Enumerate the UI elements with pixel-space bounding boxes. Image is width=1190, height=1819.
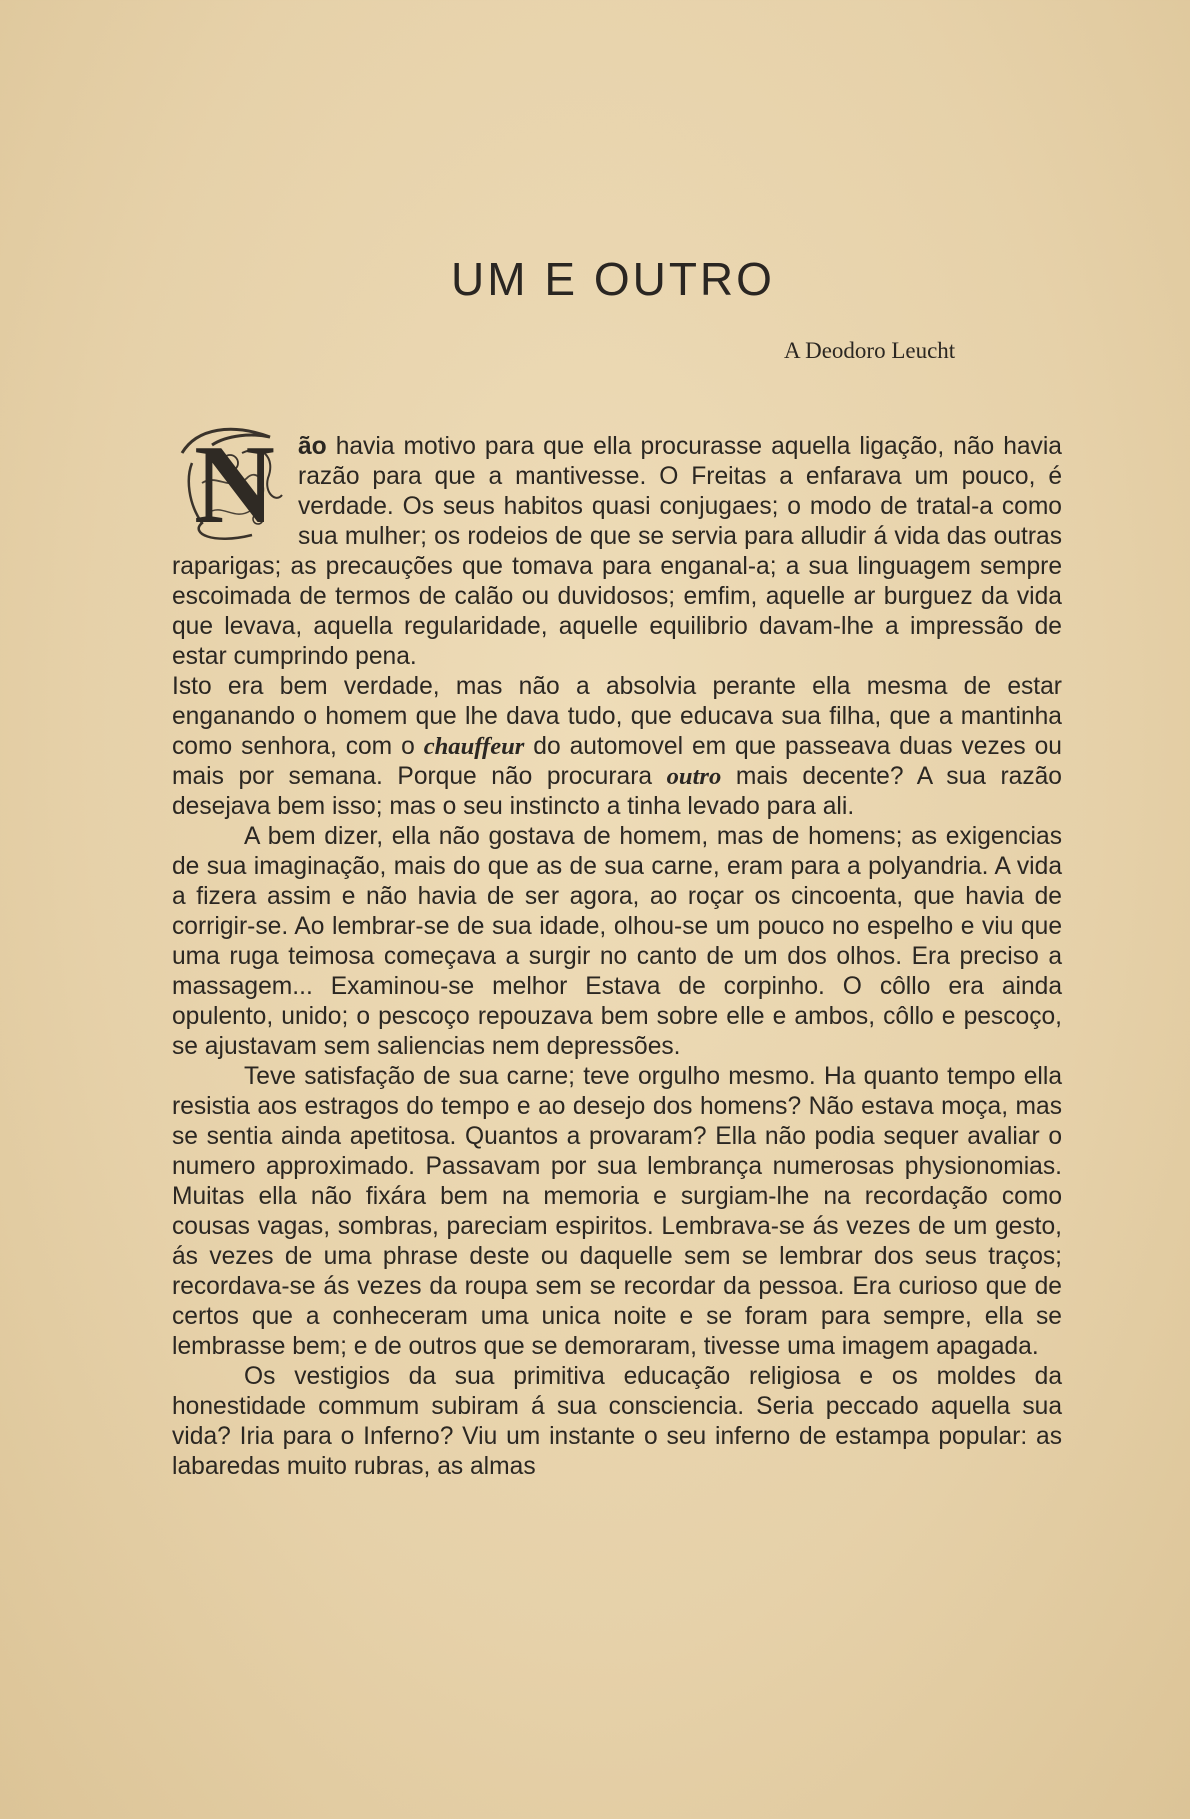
first-word: ão: [298, 433, 327, 460]
paragraph-2: [172, 672, 1062, 822]
paragraph-3: A bem dizer, ella não gostava de homem, mas de homens; as exigencias de sua imaginação, mais do que as de sua carne, eram para a polyandria. A vida a fizera assim e não havia de ser agora, ao roçar os cincoenta, que havia de corrigir-se. Ao lembrar-se de sua idade, olhou-se um pouco no espelho e viu que uma ruga teimosa começava a surgir no canto de um dos olhos. Era preciso a massagem... Examinou-se melhor Estava de corpinho. O côllo era ainda opulento, unido; o pescoço repouzava bem sobre elle e ambos, côllo e pescoço, se ajustavam sem saliencias nem depressões.: [172, 823, 1062, 1060]
paragraph-4: Teve satisfação de sua carne; teve orgulho mesmo. Ha quanto tempo ella resistia aos estragos do tempo e ao desejo dos homens? Não estava moça, mas se sentia ainda apetitosa. Quantos a provaram? Ella não podia sequer avaliar o numero approximado. Passavam por sua lembrança numerosas physionomias. Muitas ella não fixára bem na memoria e surgiam-lhe na recordação como cousas vagas, sombras, pareciam espiritos. Lembrava-se ás vezes de um gesto, ás vezes de uma phrase deste ou daquelle sem se lembrar dos seus traços; recordava-se ás vezes da roupa sem se recordar da pessoa. Era curioso que de certos que a conheceram uma unica noite e se foram para sempre, ella se lembrasse bem; e de outros que se demoraram, tivesse uma imagem apagada.: [172, 1063, 1062, 1360]
ornamental-dropcap: [172, 423, 286, 547]
dedication: A Deodoro Leucht: [784, 338, 956, 363]
paragraph-1-text: havia motivo para que ella procurasse aquella ligação, não havia razão para que a mantivesse. O Freitas a enfarava um pouco, é verdade. Os seus habitos quasi conjugaes; o modo de tratal-a como sua mulher; os rodeios de que se servia para alludir á vida das outras raparigas; as precauções que tomava para enganal-a; a sua linguagem sempre escoimada de termos de calão ou duvidosos; emfim, aquelle ar burguez da vida que levava, aquella regularidade, aquelle equilibrio davam-lhe a impressão de estar cumprindo pena.: [172, 433, 1062, 670]
italic-outro: outro: [666, 763, 722, 790]
story-body: [172, 423, 1062, 1482]
story-title: UM E OUTRO: [451, 253, 775, 305]
paragraph-2-text-a: Isto era bem verdade, mas não a absolvia perante ella mesma de estar enganando o homem que lhe dava tudo, que educava sua filha, que a mantinha como senhora, com o: [172, 673, 1062, 760]
paragraph-1: [172, 423, 1062, 672]
dropcap-letter: N: [194, 423, 275, 547]
paragraph-2-text-b: do automovel em que passeava duas vezes ou mais por semana. Porque não procurara: [172, 733, 1062, 790]
paragraph-2-text-c: mais decente? A sua razão desejava bem isso; mas o seu instincto a tinha levado para ali.: [172, 763, 1062, 820]
italic-chauffeur: chauffeur: [423, 733, 525, 760]
paragraph-5: Os vestigios da sua primitiva educação religiosa e os moldes da honestidade commum subiram á sua consciencia. Seria peccado aquella sua vida? Iria para o Inferno? Viu um instante o seu inferno de estampa popular: as labaredas muito rubras, as almas: [172, 1363, 1062, 1480]
